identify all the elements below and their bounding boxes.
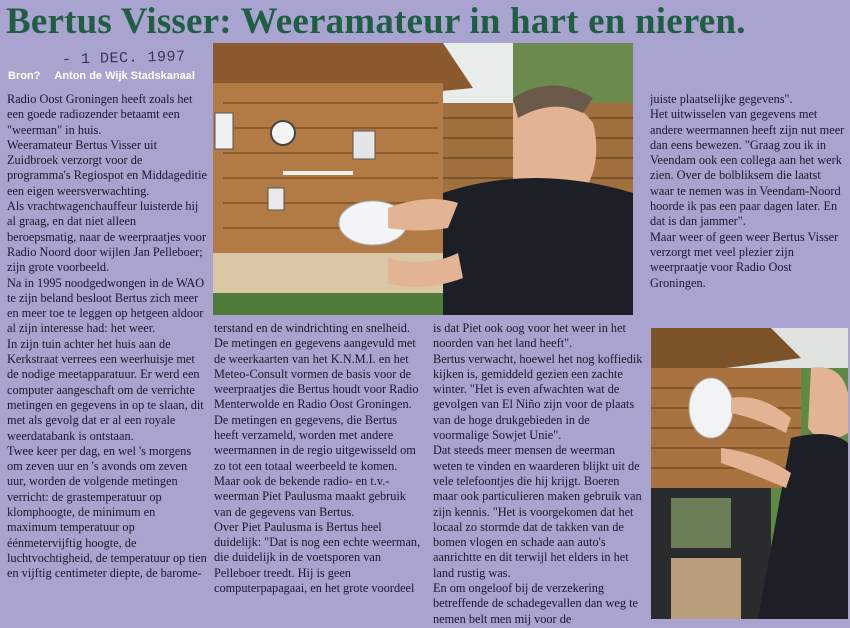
paragraph: Weeramateur Bertus Visser uit Zuidbroek verzorgt voor de programma's Regiospot en Middageditie een eigen weersverwachting. xyxy=(7,137,207,198)
photo-weatherman-bottle xyxy=(651,328,848,619)
paragraph: Radio Oost Groningen heeft zoals het een goede radiozender betaamt een "weerman" in huis. xyxy=(7,92,193,137)
date-stamp: - 1 DEC. 1997 xyxy=(61,48,186,69)
paragraph: In zijn tuin achter het huis aan de Kerkstraat verrees een weerhuisje met de nodige meetapparatuur. Er werd een computer aangeschaft om de verrichte metingen en gegevens in op te slaan, dit met als gevolg dat er al een royale weerdatabank is ontstaan. xyxy=(7,336,204,443)
paragraph: Als vrachtwagenchauffeur luisterde hij al graag, en dat niet alleen beroepsmatig, naar de weerpraatjes voor Radio Noord door wijlen Jan Pelleboer; zijn grote voorbeeld. xyxy=(7,199,207,275)
paragraph: Bertus verwacht, hoewel het nog koffiedik kijken is, gemiddeld gezien een zachte winter. "Het is even afwachten wat de gevolgen van El Niño zijn voor de plaats van de hoge drukgebieden in de voormalige Sowjet Unie". xyxy=(433,351,643,443)
paragraph: terstand en de windrichting en snelheid. xyxy=(214,321,411,335)
paragraph: De metingen en gegevens, die Bertus heeft verzameld, worden met andere weermannen in de regio uitgewisseld om zo tot een totaal weerbeeld te komen. Maar ook de bekende radio- en t.v.-weerman Piet Paulusma maakt gebruik van de gegevens van Bertus. xyxy=(214,412,416,519)
article-column-3 xyxy=(433,321,643,627)
source-text: Anton de Wijk Stadskanaal xyxy=(54,70,195,82)
paragraph: juiste plaatselijke gegevens". xyxy=(650,92,793,106)
paragraph: is dat Piet ook oog voor het weer in het noorden van het land heeft". xyxy=(433,321,626,351)
paragraph: De metingen en gegevens aangevuld met de weerkaarten van het K.N.M.I. en het Meteo-Consult vormen de basis voor de weerpraatjes die Bertus houdt voor Radio Menterwolde en Radio Oost Groningen. xyxy=(214,336,419,412)
paragraph: Na in 1995 noodgedwongen in de WAO te zijn beland besloot Bertus zich meer en meer toe te leggen op hetgeen aldoor al zijn interesse had: het weer. xyxy=(7,275,205,336)
article-column-4 xyxy=(650,92,845,306)
article-column-2 xyxy=(214,321,424,627)
paragraph: Dat steeds meer mensen de weerman weten te vinden en waarderen blijkt uit de vele telefoontjes die hij krijgt. Boeren maar ook particulieren maken gebruik van zijn kennis. "Het is voorgekomen dat het locaal zo stormde dat de takken van de bomen vlogen en schade aan auto's aanrichtte en dit terwijl het elders in het land rustig was. xyxy=(433,443,642,580)
paragraph: Twee keer per dag, en wel 's morgens om zeven uur en 's avonds om zeven uur, worden de volgende metingen verricht: de grastemperatuur op klomphoogte, de minimum en maximum temperatuur op éénmetervijftig hoogte, de luchtvochtigheid, de temperatuur op tien en vijftig centimeter diepte, de barome- xyxy=(7,443,207,581)
paragraph: Over Piet Paulusma is Bertus heel duidelijk: "Dat is nog een echte weerman, die duidelijk in de voetsporen van Pelleboer treedt. Hij is geen computerpapagaai, en het grote voordeel xyxy=(214,519,421,596)
paragraph: Maar weer of geen weer Bertus Visser verzorgt met veel plezier zijn weerpraatje voor Radio Oost Groningen. xyxy=(650,229,839,290)
photo-weather-station xyxy=(213,43,633,315)
paragraph: Het uitwisselen van gegevens met andere weermannen heeft zijn nut meer dan eens bewezen. "Graag zou ik in Veendam ook een collega aan het werk zien. Over de bolbliksem die laatst waar te nemen was in Veendam-Noord hoorde ik pas een paar dagen later. En dat is dan jammer". xyxy=(650,107,845,229)
article-headline: Bertus Visser: Weeramateur in hart en nieren. xyxy=(6,1,746,42)
paragraph: En om ongeloof bij de verzekering betreffende de schadegevallen dan weg te nemen belt men mij voor de xyxy=(433,581,638,626)
source-label: Bron? xyxy=(8,70,41,82)
source-credit xyxy=(8,70,209,82)
article-column-1 xyxy=(7,92,207,628)
